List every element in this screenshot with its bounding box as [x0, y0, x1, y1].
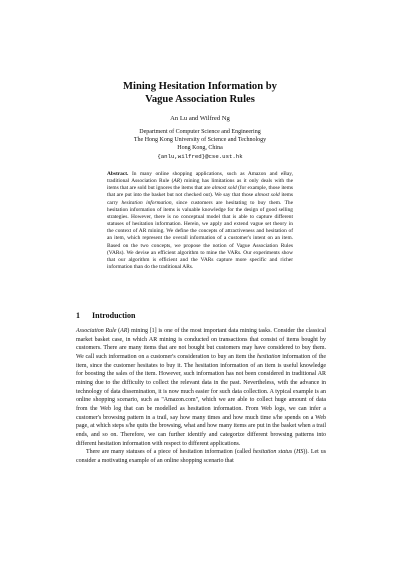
body-span: information of the item, since the customer hesitates to buy it. The hesitation information of an item is useful knowledge for boosting the sales of the item. However, such information has not been considered in traditional AR mining due to the difficulty to collect the relevant data in the past. Nevertheless, with the advance in technology of data dissemination, it is now much easier for such data collection. A typical example is an online shopping scenario, such as "Amazon.com", which we are able to collect huge amount of data from the Web log that can be modelled as hesitation information. From Web logs, we can infer a customer's browsing pattern in a trail, say how many times and how much time s/he spends on a Web page, at which steps s/he quits the browsing, what and how many items are put in the basket when a trail ends, and so on. Therefore, we can further identify and categorize different browsing patterns into different hesitation information with respect to different applications. — [76, 353, 327, 447]
affiliation-university: The Hong Kong University of Science and Technology — [133, 137, 267, 144]
body-text — [76, 327, 326, 466]
body-span: )). Let us consider a motivating example of an online shopping scenario that — [76, 449, 327, 464]
body-span: There are many statuses of a piece of hesitation information (called — [86, 449, 253, 456]
abstract-emphasis: hesitation information — [121, 199, 172, 206]
body-span: ) mining [1] is one of the most important data mining tasks. Consider the classical market basket case, in which AR mining is conducted on transactions that consist of items bought by customers. There are many items that are not bought but customers may have considered to buy them. We call such information on a customer's consideration to buy an item the — [76, 328, 327, 360]
abstract-label: Abstract. — [107, 171, 129, 177]
section-number: 1 — [76, 311, 80, 320]
author-list: An Lu and Wilfred Ng — [170, 115, 230, 122]
section-title: Introduction — [92, 311, 136, 320]
section-heading — [76, 311, 135, 320]
abstract-text: items carry — [107, 192, 293, 206]
affiliation-location: Hong Kong, China — [177, 145, 223, 152]
abstract-text: , since customers are hesitating to buy them. The hesitation information of items is valuable knowledge for the design of good selling strategies. However, there is no conceptual model that is able to capture different statuses of hesitation information. Herein, we apply and extend vague set theory in the context of AR mining. We define the concepts of attractiveness and hesitation of an item, which represent the overall information of a customer's intent on an item. Based on the two concepts, we propose the notion of Vague Association Rules (VARs). We devise an efficient algorithm to mine the VARs. Our experiments show that our algorithm is efficient and the VARs capture more specific and richer information than do the traditional ARs. — [107, 199, 294, 271]
body-span: ( — [116, 328, 121, 334]
body-emphasis: AR — [120, 328, 128, 334]
body-span: ( — [292, 449, 297, 456]
affiliation-department: Department of Computer Science and Engineering — [139, 129, 261, 135]
body-emphasis: HS — [296, 449, 304, 456]
abstract-emphasis: almost sold — [254, 192, 280, 199]
body-paragraph — [76, 327, 326, 448]
abstract-text: In many online shopping applications, such as Amazon and eBay, traditional Association Rule ( — [107, 171, 293, 185]
abstract-paragraph — [107, 171, 293, 271]
title-line-2: Vague Association Rules — [145, 94, 255, 105]
body-emphasis: hesitation — [257, 353, 281, 360]
body-emphasis: Association Rule — [76, 328, 117, 334]
abstract-emphasis: almost sold — [211, 185, 237, 192]
abstract-text: ) mining has limitations as it only deals with the items that are sold but ignores the items that are — [107, 178, 293, 192]
body-paragraph — [76, 448, 326, 465]
title-line-1: Mining Hesitation Information by — [123, 81, 277, 92]
body-emphasis: hesitation status — [252, 449, 293, 456]
paper-title — [0, 80, 400, 106]
affiliation-block — [0, 128, 400, 161]
abstract-emphasis: AR — [173, 178, 180, 185]
abstract-text: (for example, those items that are put into the basket but not checked out). We say that those — [107, 185, 293, 199]
author-email: {anlu,wilfred}@cse.ust.hk — [157, 152, 243, 160]
